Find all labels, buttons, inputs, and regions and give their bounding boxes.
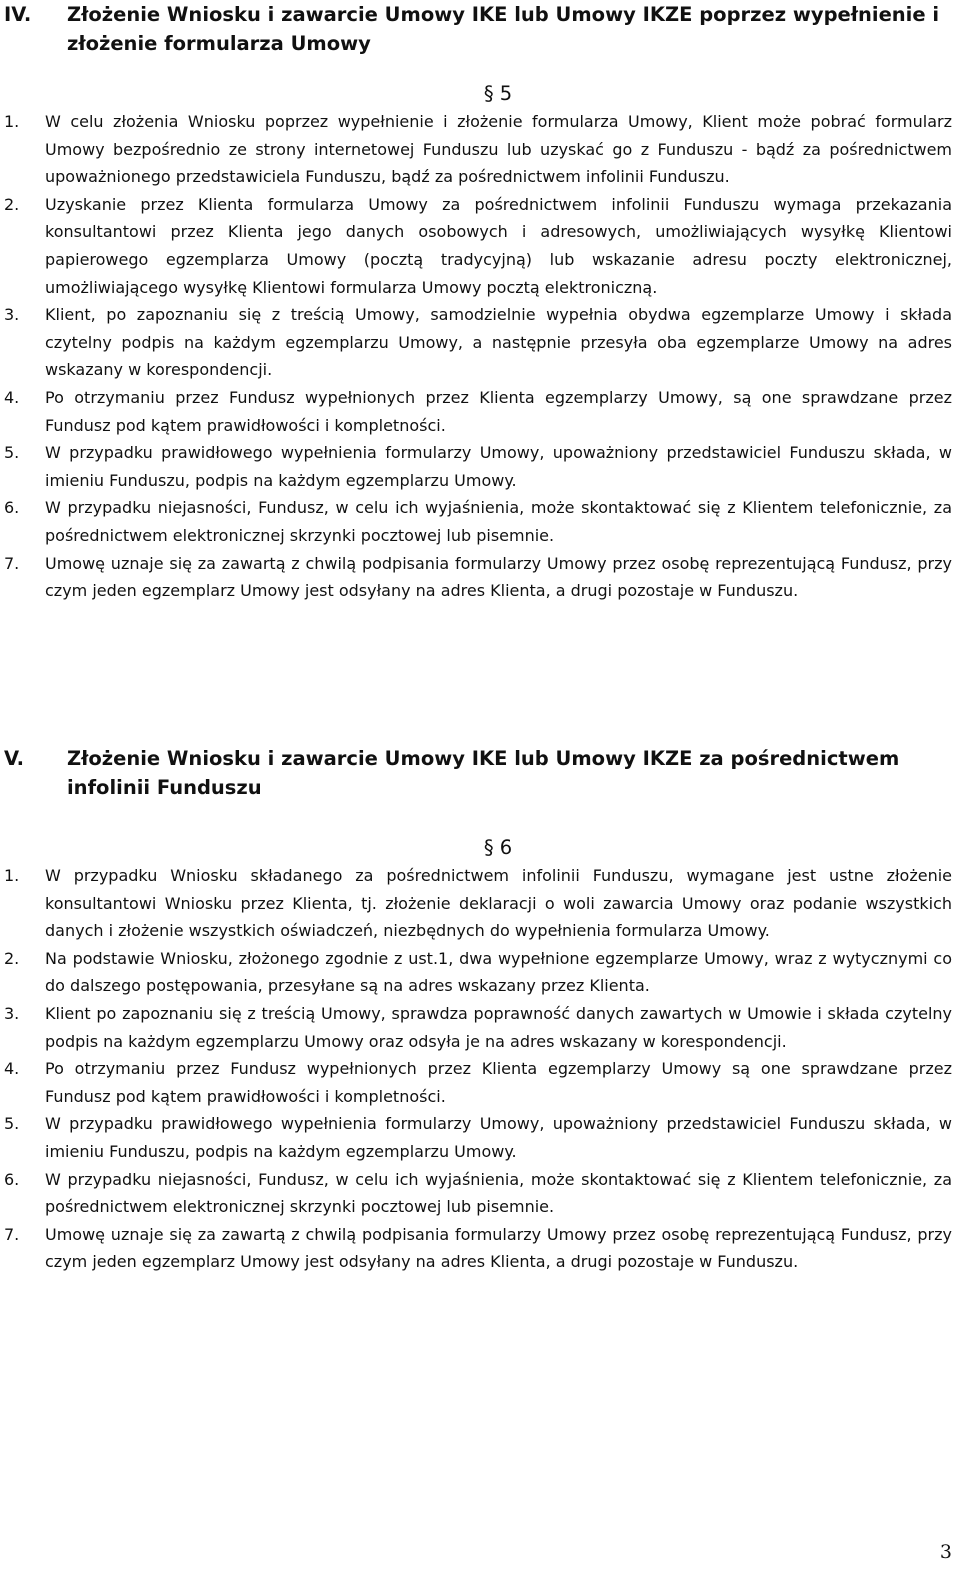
item-list [0, 862, 956, 1276]
item-text: Na podstawie Wniosku, złożonego zgodnie z ust.1, dwa wypełnione egzemplarze Umowy, wraz z wytycznymi co do dalszego postępowania, przesyłane są na adres wskazany przez Klienta. [45, 948, 952, 996]
item-number: 7. [4, 1224, 20, 1244]
section-title: Złożenie Wniosku i zawarcie Umowy IKE lub Umowy IKZE poprzez wypełnienie i złożenie formularza Umowy [67, 3, 940, 55]
item-number: 3. [4, 305, 20, 325]
list-item [0, 1221, 956, 1276]
item-number: 7. [4, 553, 20, 573]
item-text: W przypadku prawidłowego wypełnienia formularzy Umowy, upoważniony przedstawiciel Funduszu składa, w imieniu Funduszu, podpis na każdym egzemplarzu Umowy. [45, 443, 952, 490]
item-text: Uzyskanie przez Klienta formularza Umowy za pośrednictwem infolinii Funduszu wymaga przekazania konsultantowi przez Klienta jego danych osobowych i adresowych, umożliwiających wysyłkę Klientowi papierowego egzemplarza Umowy (pocztą tradycyjną) lub wskazanie adresu poczty elektronicznej, umożliwiającego wysyłkę Klientowi formularza Umowy pocztą elektroniczną. [45, 194, 952, 297]
item-number: 2. [4, 948, 20, 968]
item-text: W celu złożenia Wniosku poprzez wypełnienie i złożenie formularza Umowy, Klient może pobrać formularz Umowy bezpośrednio ze strony internetowej Funduszu lub uzyskać go z Funduszu - bądź za pośrednictwem upoważnionego przedstawiciela Funduszu, bądź za pośrednictwem infolinii Funduszu. [45, 112, 952, 187]
section-heading [0, 744, 956, 802]
section-title: Złożenie Wniosku i zawarcie Umowy IKE lub Umowy IKZE za pośrednictwem infolinii Funduszu [67, 747, 900, 799]
item-number: 1. [4, 112, 20, 131]
item-number: 1. [4, 866, 20, 885]
list-item [0, 439, 956, 494]
item-number: 2. [4, 194, 20, 214]
item-text: W przypadku niejasności, Fundusz, w celu ich wyjaśnienia, może skontaktować się z Klientem telefonicznie, za pośrednictwem elektronicznej skrzynki pocztowej lub pisemnie. [45, 498, 952, 545]
item-text: Umowę uznaje się za zawartą z chwilą podpisania formularzy Umowy przez osobę reprezentującą Fundusz, przy czym jeden egzemplarz Umowy jest odsyłany na adres Klienta, a drugi pozostaje w Funduszu. [45, 553, 952, 601]
item-number: 6. [4, 1169, 20, 1189]
list-item [0, 1000, 956, 1055]
paragraph-mark: § 6 [483, 836, 513, 859]
list-item [0, 945, 956, 1000]
section-heading [0, 0, 956, 58]
list-item [0, 191, 956, 301]
list-item [0, 862, 956, 945]
list-item [0, 384, 956, 439]
item-text: W przypadku prawidłowego wypełnienia formularzy Umowy, upoważniony przedstawiciel Funduszu składa, w imieniu Funduszu, podpis na każdym egzemplarzu Umowy. [45, 1114, 952, 1161]
list-item [0, 1110, 956, 1165]
item-text: Klient po zapoznaniu się z treścią Umowy, sprawdza poprawność danych zawartych w Umowie i składa czytelny podpis na każdym egzemplarzu Umowy oraz odsyła je na adres wskazany w korespondencji. [45, 1003, 952, 1051]
item-text: W przypadku Wniosku składanego za pośrednictwem infolinii Funduszu, wymagane jest ustne złożenie konsultantowi Wniosku przez Klienta, tj. złożenie deklaracji o woli zawarcia Umowy oraz podanie wszystkich danych i złożenie wszystkich oświadczeń, niezbędnych do wypełnienia formularza Umowy. [45, 866, 952, 941]
list-item [0, 301, 956, 384]
item-text: Po otrzymaniu przez Fundusz wypełnionych przez Klienta egzemplarzy Umowy są one sprawdzane przez Fundusz pod kątem prawidłowości i kompletności. [45, 1059, 952, 1106]
paragraph-mark: § 5 [483, 82, 513, 105]
item-number: 5. [4, 1114, 20, 1134]
item-text: Po otrzymaniu przez Fundusz wypełnionych przez Klienta egzemplarzy Umowy, są one sprawdzane przez Fundusz pod kątem prawidłowości i kompletności. [45, 387, 952, 435]
item-number: 3. [4, 1003, 20, 1023]
item-text: W przypadku niejasności, Fundusz, w celu ich wyjaśnienia, może skontaktować się z Klientem telefonicznie, za pośrednictwem elektronicznej skrzynki pocztowej lub pisemnie. [45, 1169, 952, 1217]
item-number: 4. [4, 387, 20, 407]
section-v [0, 744, 956, 1276]
list-item [0, 108, 956, 191]
section-number: IV. [4, 3, 32, 26]
item-list [0, 108, 956, 605]
section-iv [0, 0, 956, 605]
list-item [0, 550, 956, 605]
section-number: V. [4, 747, 24, 770]
item-text: Klient, po zapoznaniu się z treścią Umowy, samodzielnie wypełnia obydwa egzemplarze Umowy i składa czytelny podpis na każdym egzemplarzu Umowy, a następnie przesyła oba egzemplarze Umowy na adres wskazany w korespondencji. [45, 305, 952, 380]
item-text: Umowę uznaje się za zawartą z chwilą podpisania formularzy Umowy przez osobę reprezentującą Fundusz, przy czym jeden egzemplarz Umowy jest odsyłany na adres Klienta, a drugi pozostaje w Funduszu. [45, 1224, 952, 1272]
item-number: 4. [4, 1059, 20, 1079]
list-item [0, 494, 956, 549]
item-number: 6. [4, 498, 20, 518]
item-number: 5. [4, 443, 20, 463]
list-item [0, 1166, 956, 1221]
page-number: 3 [939, 1541, 952, 1563]
list-item [0, 1055, 956, 1110]
